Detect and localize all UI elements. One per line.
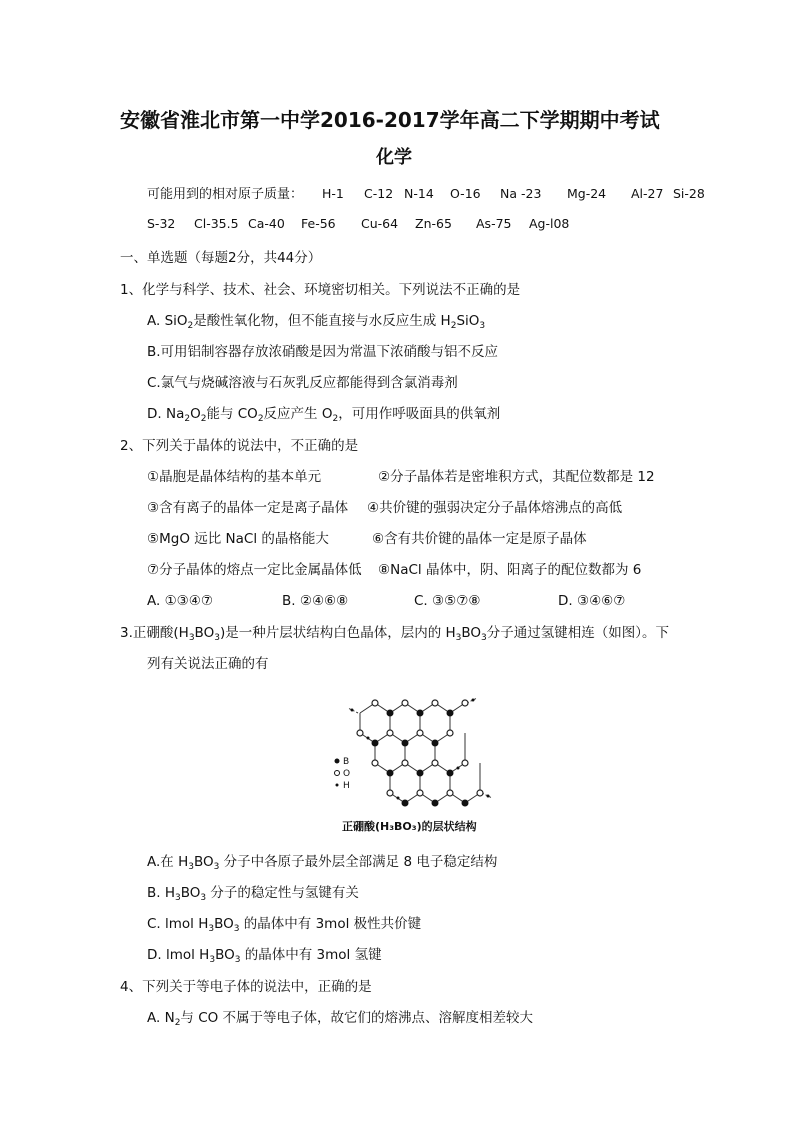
question-3-option-c: C. lmol $H_3BO_3$ 的晶体中有 3mol 极性共价键 (147, 916, 422, 934)
question-1-option-b: B.可用铝制容器存放浓硝酸是因为常温下浓硝酸与铝不反应 (147, 344, 499, 360)
question-3-option-b: B. $H_3BO_3$ 分子的稳定性与氢键有关 (147, 885, 359, 903)
question-1-stem: 1、化学与科学、技术、社会、环境密切相关。下列说法不正确的是 (120, 282, 521, 298)
question-3-option-a: A.在 $H_3BO_3$ 分子中各原子最外层全部满足 8 电子稳定结构 (147, 854, 498, 872)
question-2-statement-3: ③含有离子的晶体一定是离子晶体 (147, 500, 349, 516)
page-title: 安徽省淮北市第一中学2016-2017学年高二下学期期中考试 (120, 108, 660, 132)
atomic-mass-label: 可能用到的相对原子质量： (147, 187, 304, 202)
question-1-option-d: D. $Na_2O_2$能与 $CO_2$反应产生 $O_2$，可用作呼吸面具的供氧剂 (147, 406, 501, 424)
question-4-stem: 4、下列关于等电子体的说法中，正确的是 (120, 979, 372, 995)
atomic-mass-item: Zn-65 (415, 216, 452, 231)
question-2-stem: 2、下列关于晶体的说法中，不正确的是 (120, 438, 359, 454)
question-2-statement-8: ⑧NaCl 晶体中，阴、阳离子的配位数都为 6 (378, 562, 642, 578)
atomic-mass-item: Si-28 (673, 186, 705, 201)
question-2-statement-7: ⑦分子晶体的熔点一定比金属晶体低 (147, 562, 362, 578)
question-3-option-d: D. lmol $H_3BO_3$ 的晶体中有 3mol 氢键 (147, 947, 382, 965)
question-2-statement-5: ⑤MgO 远比 NaCl 的晶格能大 (147, 531, 329, 547)
figure-caption: 正硼酸(H₃BO₃)的层状结构 (342, 820, 477, 833)
question-3-stem-line-2: 列有关说法正确的有 (147, 656, 269, 672)
boric-acid-structure-figure (330, 688, 500, 836)
question-3-stem: 3.正硼酸$(H_3BO_3)$是一种片层状结构白色晶体，层内的 $H_3BO_3$分子通过氢键相连（如图）。下 (120, 625, 670, 643)
question-2-statement-2: ②分子晶体若是密堆积方式，其配位数都是 12 (378, 469, 655, 485)
question-2-option-d: D. ③④⑥⑦ (558, 593, 626, 609)
atomic-mass-item: As-75 (476, 216, 512, 231)
section-heading: 一、单选题（每题2分，共44分） (120, 250, 322, 266)
question-2-statement-6: ⑥含有共价键的晶体一定是原子晶体 (372, 531, 587, 547)
legend (335, 757, 351, 791)
atomic-mass-item: Mg-24 (567, 186, 607, 201)
question-2-option-b: B. ②④⑥⑧ (282, 593, 349, 609)
atomic-mass-item: S-32 (147, 216, 176, 231)
atomic-mass-item: N-14 (404, 186, 434, 201)
question-2-option-a: A. ①③④⑦ (147, 593, 213, 609)
atomic-mass-item: O-16 (450, 186, 481, 201)
atomic-mass-item: Cu-64 (361, 216, 399, 231)
legend-hydrogen: H (343, 781, 350, 791)
atomic-mass-item: Ag-l08 (529, 216, 570, 231)
atomic-mass-item: Fe-56 (301, 216, 336, 231)
question-2-option-c: C. ③⑤⑦⑧ (414, 593, 481, 609)
question-2-statement-4: ④共价键的强弱决定分子晶体熔沸点的高低 (367, 500, 623, 516)
atomic-mass-item: C-12 (364, 186, 394, 201)
subject-title: 化学 (376, 147, 412, 168)
atomic-mass-item: Na -23 (500, 186, 542, 201)
atomic-mass-item: H-1 (322, 186, 344, 201)
question-4-option-a: A. $N_2$与 CO 不属于等电子体，故它们的熔沸点、溶解度相差较大 (147, 1010, 534, 1028)
legend-oxygen: O (343, 769, 351, 779)
atomic-mass-item: Al-27 (631, 186, 664, 201)
question-1-option-c: C.氯气与烧碱溶液与石灰乳反应都能得到含氯消毒剂 (147, 375, 458, 391)
question-1-option-a: A. SiO$_2$是酸性氧化物，但不能直接与水反应生成 $H_2SiO_3$ (147, 313, 486, 331)
atomic-mass-item: Cl-35.5 (194, 216, 239, 231)
question-2-statement-1: ①晶胞是晶体结构的基本单元 (147, 469, 322, 485)
legend-boron: B (343, 757, 350, 767)
atomic-mass-item: Ca-40 (248, 216, 285, 231)
